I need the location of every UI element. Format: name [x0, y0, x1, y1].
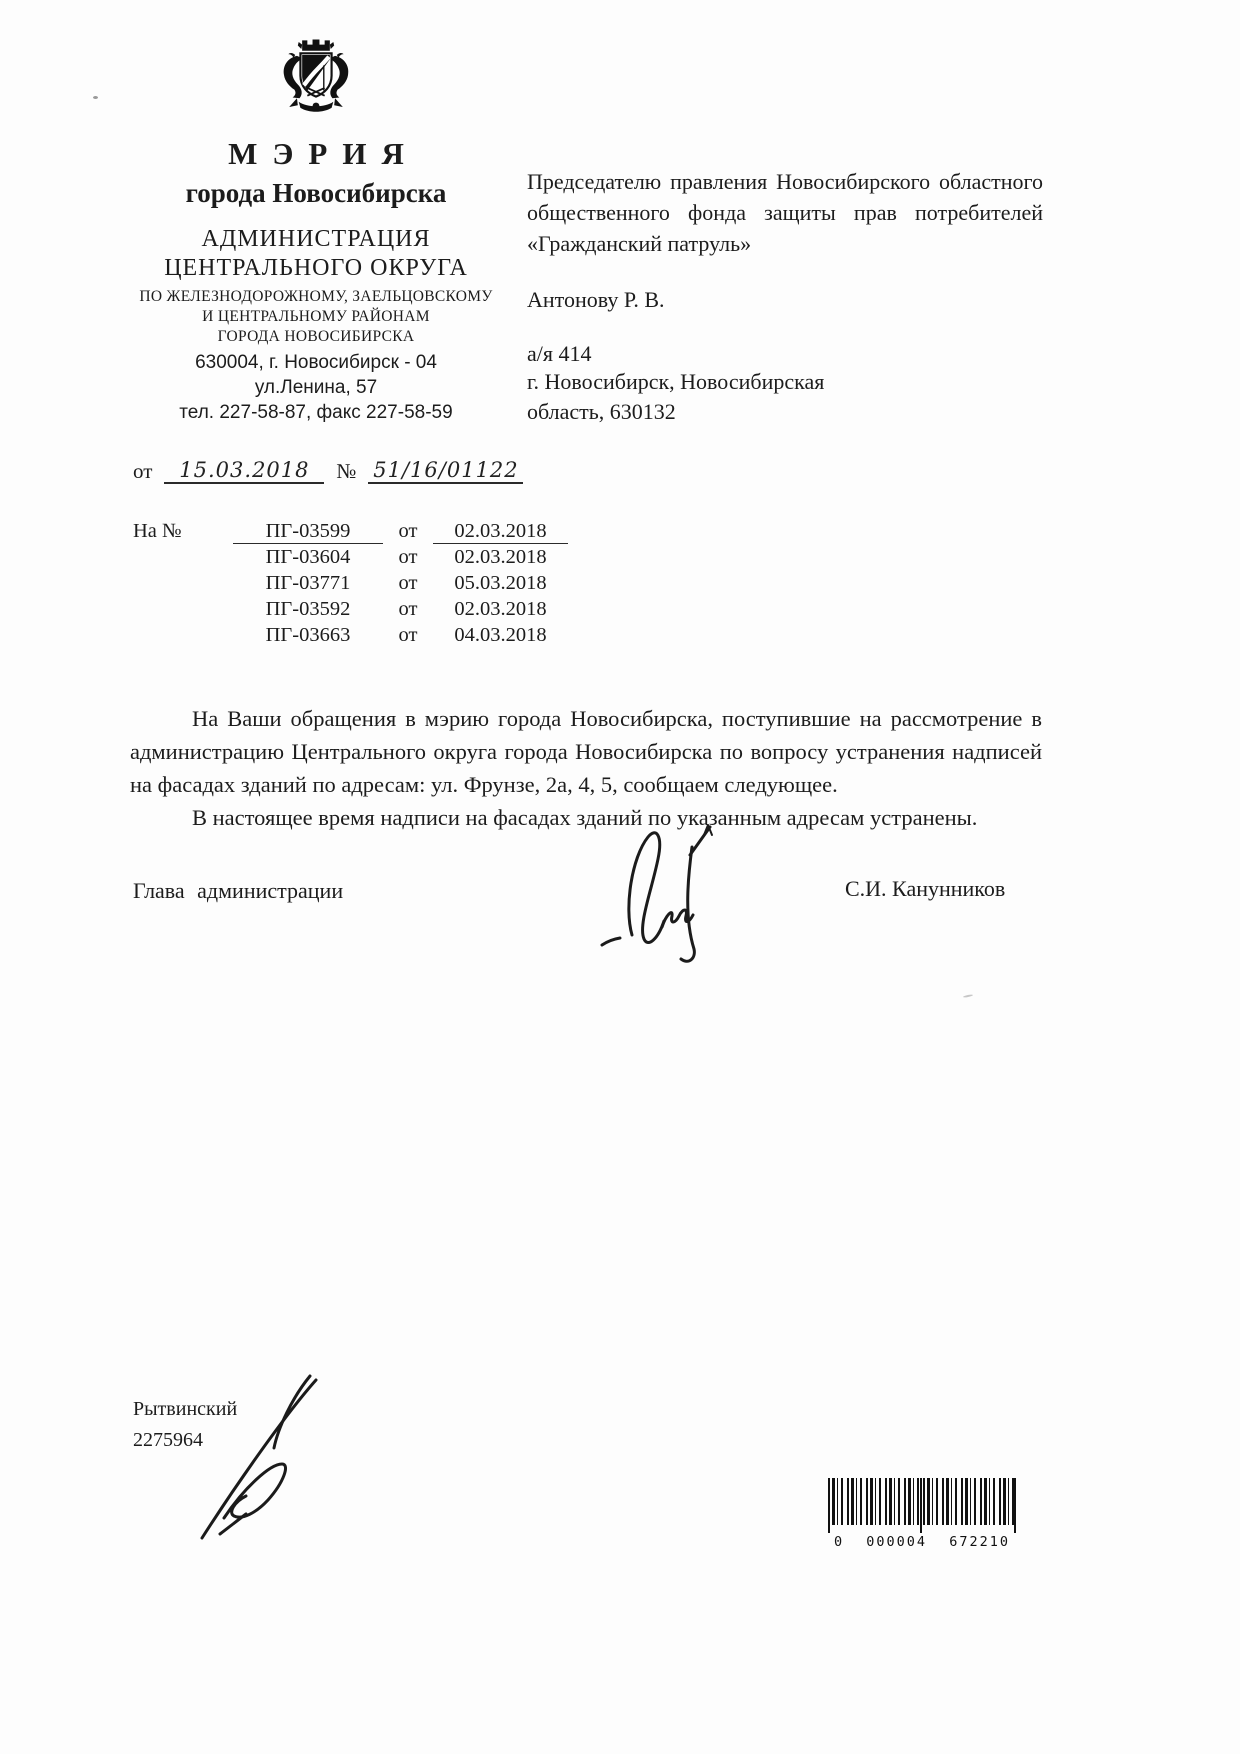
signer-position: Глава администрации	[133, 878, 344, 903]
incoming-ref-number: ПГ-03771	[265, 572, 351, 594]
incoming-ref-date: 02.03.2018	[433, 520, 568, 544]
signer-name: С.И. Канунников	[845, 876, 1006, 901]
phone-fax-line: тел. 227-58-87, факс 227-58-59	[179, 402, 453, 423]
executor-name: Рытвинский	[133, 1398, 238, 1420]
incoming-ref-row	[133, 520, 568, 546]
incoming-ref-row	[133, 546, 568, 572]
incoming-ref-from: от	[398, 598, 418, 620]
recipient-title: Председателю правления Новосибирского областного общественного фонда защиты прав потребителей «Гражданский патруль»	[527, 169, 1043, 256]
recipient-address-line1: г. Новосибирск, Новосибирская	[527, 369, 825, 394]
incoming-ref-date: 02.03.2018	[454, 546, 547, 568]
signature-ink-icon	[572, 815, 747, 980]
recipient-po-box: а/я 414	[527, 341, 592, 366]
incoming-ref-row	[133, 624, 568, 650]
outgoing-date-label: от	[133, 459, 153, 483]
districts-line2: И ЦЕНТРАЛЬНОМУ РАЙОНАМ	[202, 308, 430, 325]
document-barcode	[828, 1478, 1016, 1550]
scan-artifact	[963, 994, 973, 998]
postal-address-line1: 630004, г. Новосибирск - 04	[195, 352, 437, 373]
incoming-ref-number: ПГ-03604	[265, 546, 351, 568]
novosibirsk-coat-of-arms-icon	[264, 36, 368, 126]
districts-line3: ГОРОДА НОВОСИБИРСКА	[217, 328, 415, 345]
incoming-ref-number: ПГ-03663	[265, 624, 351, 646]
outgoing-registration-line	[133, 458, 543, 484]
incoming-ref-row	[133, 598, 568, 624]
barcode-bars	[828, 1478, 1016, 1525]
outgoing-number-value: 51/16/01122	[368, 458, 523, 484]
barcode-digits-group1: 000004	[866, 1534, 928, 1550]
incoming-ref-from: от	[398, 546, 418, 568]
letterhead	[112, 36, 520, 425]
outgoing-date-value: 15.03.2018	[164, 458, 324, 484]
incoming-ref-number: ПГ-03592	[265, 598, 351, 620]
incoming-label: На №	[133, 520, 182, 542]
scan-artifact	[93, 96, 98, 99]
executor-signature-ink-icon	[180, 1366, 345, 1551]
incoming-ref-date: 04.03.2018	[454, 624, 547, 646]
incoming-ref-from: от	[398, 520, 418, 542]
division-line2: ЦЕНТРАЛЬНОГО ОКРУГА	[164, 255, 468, 281]
incoming-references	[133, 520, 568, 650]
barcode-digits-group2: 672210	[949, 1534, 1010, 1550]
incoming-ref-row	[133, 572, 568, 598]
org-name-line1: МЭРИЯ	[228, 136, 419, 171]
incoming-ref-from: от	[398, 572, 418, 594]
outgoing-number-label: №	[336, 459, 357, 483]
postal-address-line2: ул.Ленина, 57	[254, 377, 378, 398]
org-name-line2: города Новосибирска	[185, 178, 447, 208]
recipient-block	[527, 166, 1043, 427]
executor-phone: 2275964	[133, 1429, 203, 1451]
districts-line1: ПО ЖЕЛЕЗНОДОРОЖНОМУ, ЗАЕЛЬЦОВСКОМУ	[139, 288, 493, 305]
division-line1: АДМИНИСТРАЦИЯ	[201, 226, 431, 252]
incoming-ref-from: от	[398, 624, 418, 646]
incoming-ref-date: 05.03.2018	[454, 572, 547, 594]
barcode-digit-left: 0	[834, 1534, 845, 1550]
incoming-ref-number: ПГ-03599	[233, 520, 383, 544]
body-paragraph-1: На Ваши обращения в мэрию города Новосибирска, поступившие на рассмотрение в администрацию Центрального округа города Новосибирска по вопросу устранения надписей на фасадах зданий по адресам: ул. Фрунзе, 2а, 4, 5, сообщаем следующее.	[130, 706, 1042, 797]
recipient-name: Антонову Р. В.	[527, 287, 665, 312]
recipient-address-line2: область, 630132	[527, 399, 676, 424]
incoming-ref-date: 02.03.2018	[454, 598, 547, 620]
body-paragraph-2: В настоящее время надписи на фасадах зданий по указанным адресам устранены.	[192, 805, 978, 830]
